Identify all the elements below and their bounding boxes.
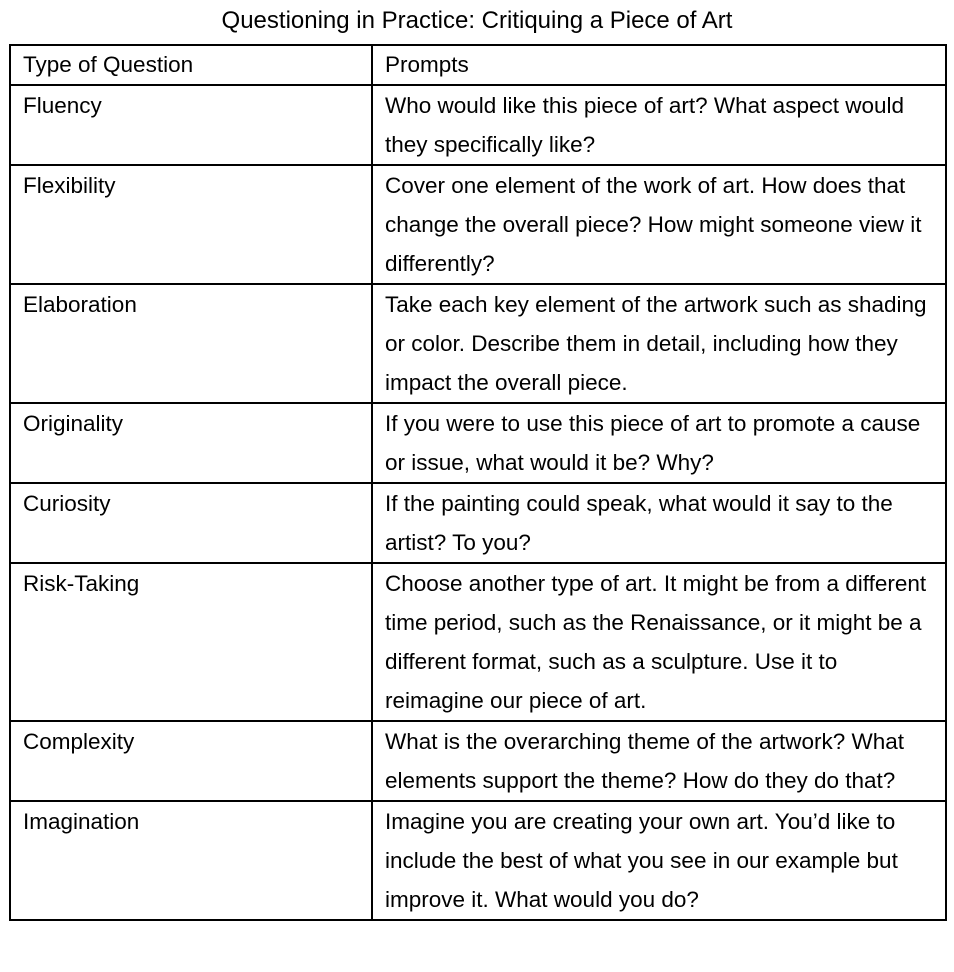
prompt-cell: Who would like this piece of art? What aspect would they specifically like? — [372, 85, 946, 165]
table-row — [10, 563, 946, 721]
prompt-cell: If the painting could speak, what would it say to the artist? To you? — [372, 483, 946, 563]
question-type-cell: Elaboration — [10, 284, 372, 403]
prompt-cell: Cover one element of the work of art. How does that change the overall piece? How might someone view it differently? — [372, 165, 946, 284]
prompt-cell: What is the overarching theme of the artwork? What elements support the theme? How do they do that? — [372, 721, 946, 801]
table-row — [10, 483, 946, 563]
question-type-cell: Flexibility — [10, 165, 372, 284]
table-row — [10, 284, 946, 403]
question-type-cell: Imagination — [10, 801, 372, 920]
document-title: Questioning in Practice: Critiquing a Piece of Art — [221, 7, 733, 34]
question-type-cell: Fluency — [10, 85, 372, 165]
table-row — [10, 721, 946, 801]
question-type-cell: Risk-Taking — [10, 563, 372, 721]
table-row — [10, 165, 946, 284]
question-type-cell: Complexity — [10, 721, 372, 801]
table-row — [10, 85, 946, 165]
table-row — [10, 801, 946, 920]
table-row — [10, 403, 946, 483]
question-type-cell: Originality — [10, 403, 372, 483]
table-header-row — [10, 45, 946, 85]
column-header-prompts: Prompts — [372, 45, 946, 85]
prompt-cell: Take each key element of the artwork such as shading or color. Describe them in detail, including how they impact the overall piece. — [372, 284, 946, 403]
question-type-cell: Curiosity — [10, 483, 372, 563]
column-header-type: Type of Question — [10, 45, 372, 85]
prompt-cell: If you were to use this piece of art to promote a cause or issue, what would it be? Why? — [372, 403, 946, 483]
prompt-cell: Imagine you are creating your own art. You’d like to include the best of what you see in our example but improve it. What would you do? — [372, 801, 946, 920]
prompt-cell: Choose another type of art. It might be from a different time period, such as the Renaissance, or it might be a different format, such as a sculpture. Use it to reimagine our piece of art. — [372, 563, 946, 721]
questions-table — [9, 44, 947, 921]
